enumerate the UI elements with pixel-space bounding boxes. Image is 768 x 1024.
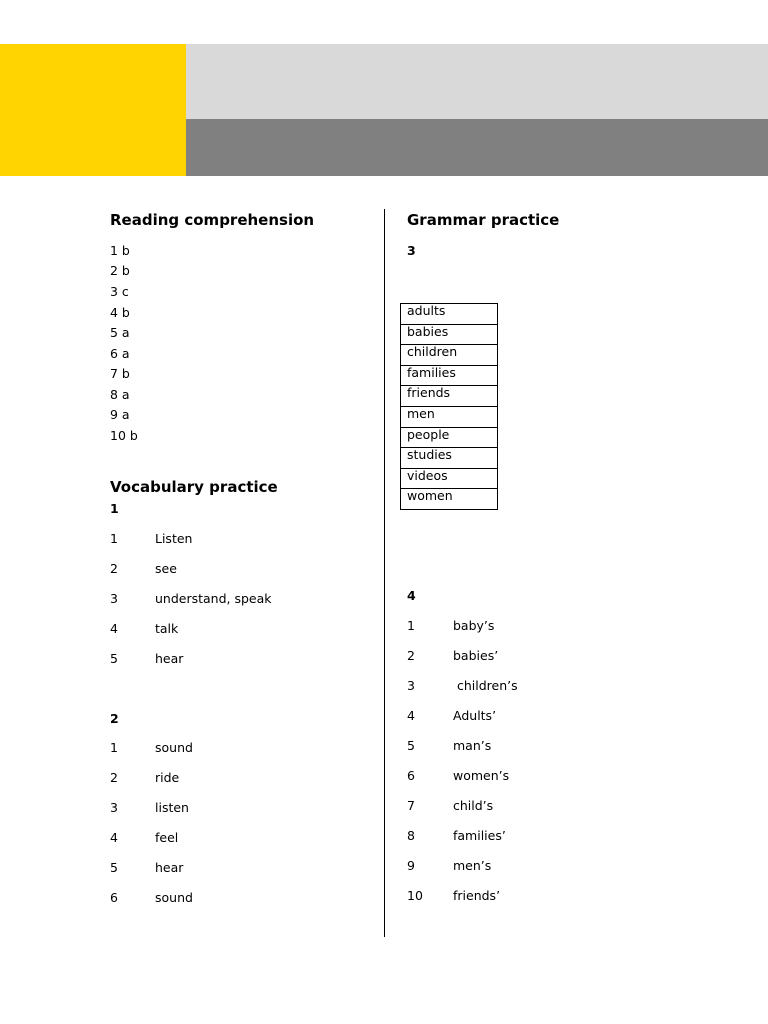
reading-answer: 9 a (110, 407, 130, 422)
item-answer: talk (155, 621, 179, 636)
item-answer: ride (155, 770, 180, 785)
reading-answer: 7 b (110, 366, 130, 381)
grammar-exercise-3-label: 3 (407, 243, 416, 258)
item-number: 5 (407, 738, 415, 753)
grammar-exercise-3-word-table (400, 303, 498, 510)
vocabulary-exercise-1-label: 1 (110, 501, 119, 516)
reading-comprehension-heading: Reading comprehension (110, 211, 315, 229)
word-cell: studies (401, 448, 498, 469)
word-cell: children (401, 345, 498, 366)
item-number: 3 (407, 678, 415, 693)
reading-answer: 4 b (110, 305, 130, 320)
vocabulary-practice-heading: Vocabulary practice (110, 478, 278, 496)
word-cell: videos (401, 468, 498, 489)
column-divider (384, 209, 385, 937)
reading-answer: 6 a (110, 346, 130, 361)
vocabulary-exercise-2-label: 2 (110, 711, 119, 726)
grammar-exercise-4-label: 4 (407, 588, 416, 603)
reading-answer: 1 b (110, 243, 130, 258)
word-cell: babies (401, 324, 498, 345)
item-number: 1 (407, 618, 415, 633)
item-number: 2 (110, 561, 118, 576)
item-number: 8 (407, 828, 415, 843)
reading-answer: 5 a (110, 325, 130, 340)
item-answer: understand, speak (155, 591, 272, 606)
item-number: 10 (407, 888, 423, 903)
header-yellow-block (0, 44, 186, 176)
item-number: 7 (407, 798, 415, 813)
word-cell: families (401, 365, 498, 386)
item-answer: Listen (155, 531, 193, 546)
item-answer: men’s (453, 858, 492, 873)
word-cell: adults (401, 304, 498, 325)
item-answer: sound (155, 890, 193, 905)
item-number: 4 (110, 621, 118, 636)
item-answer: women’s (453, 768, 510, 783)
item-number: 2 (110, 770, 118, 785)
reading-answer: 10 b (110, 428, 138, 443)
item-number: 5 (110, 860, 118, 875)
item-answer: listen (155, 800, 189, 815)
reading-answer: 2 b (110, 263, 130, 278)
item-answer: children’s (453, 678, 518, 693)
word-cell: women (401, 489, 498, 510)
item-answer: see (155, 561, 177, 576)
item-answer: Adults’ (453, 708, 497, 723)
item-number: 9 (407, 858, 415, 873)
item-answer: hear (155, 651, 184, 666)
item-answer: sound (155, 740, 193, 755)
grammar-practice-heading: Grammar practice (407, 211, 560, 229)
item-answer: friends’ (453, 888, 501, 903)
header-light-gray-band (186, 44, 768, 119)
item-number: 5 (110, 651, 118, 666)
item-number: 1 (110, 531, 118, 546)
item-answer: families’ (453, 828, 506, 843)
word-cell: men (401, 406, 498, 427)
item-number: 1 (110, 740, 118, 755)
item-answer: baby’s (453, 618, 495, 633)
item-number: 4 (407, 708, 415, 723)
item-answer: man’s (453, 738, 492, 753)
header-dark-gray-band (186, 119, 768, 176)
item-number: 3 (110, 800, 118, 815)
reading-answer: 8 a (110, 387, 130, 402)
item-number: 2 (407, 648, 415, 663)
item-number: 3 (110, 591, 118, 606)
word-cell: friends (401, 386, 498, 407)
item-number: 4 (110, 830, 118, 845)
item-answer: babies’ (453, 648, 499, 663)
word-cell: people (401, 427, 498, 448)
item-answer: hear (155, 860, 184, 875)
item-number: 6 (407, 768, 415, 783)
item-answer: feel (155, 830, 179, 845)
item-number: 6 (110, 890, 118, 905)
reading-answer: 3 c (110, 284, 129, 299)
item-answer: child’s (453, 798, 494, 813)
